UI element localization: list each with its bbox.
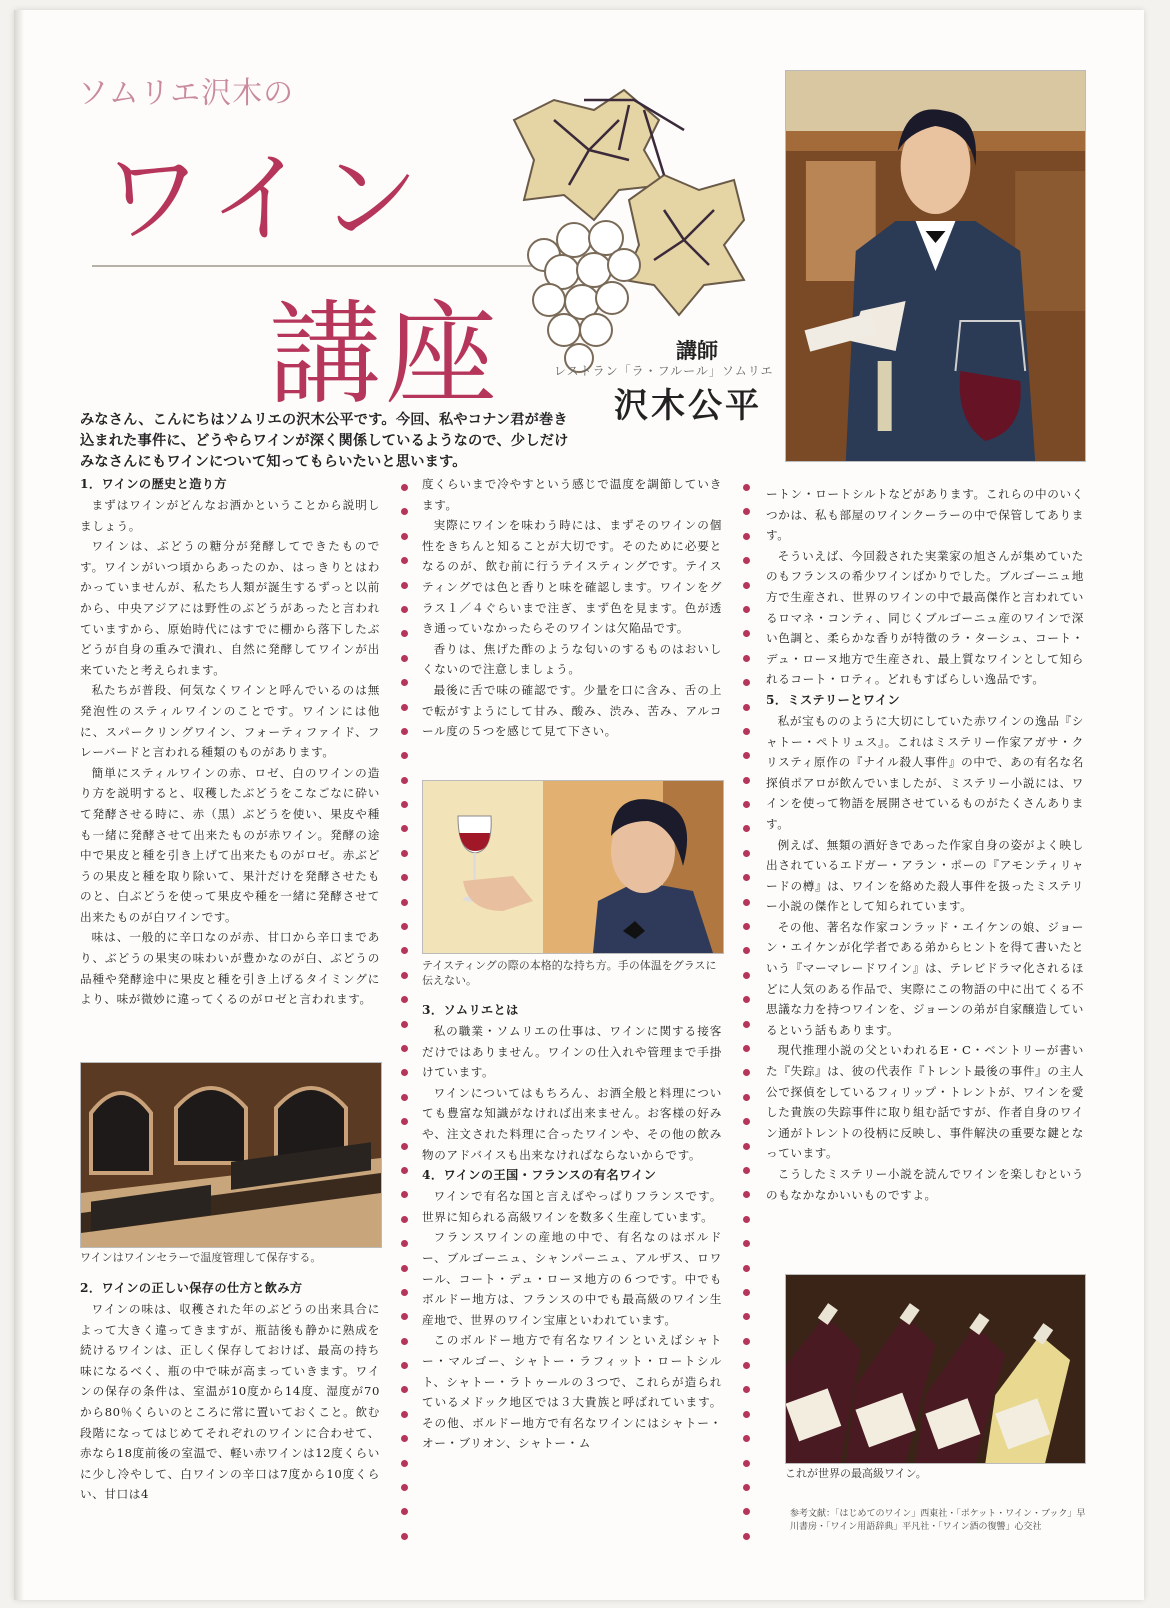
paragraph: ワインは、ぶどうの糖分が発酵してできたものです。ワインがいつ頃からあったのか、はっきりとはわかっていませんが、私たち人類が誕生するずっと以前から、中央アジアには野性のぶどうがあったと言われていますから、原始時代にはすでに棚から落下したぶどうが自身の重みで潰れ、自然に発酵してワインが出来ていたと考えられます。 [80, 539, 380, 677]
tasting-caption: テイスティングの際の本格的な持ち方。手の体温をグラスに伝えない。 [422, 959, 717, 987]
lecturer-name: 沢木公平 [614, 386, 762, 426]
paragraph: 実際にワインを味わう時には、まずそのワインの個性をきちんと知ることが大切です。そのために必要となるのが、飲む前に行うテイスティングです。テイスティングでは色と香りと味を確認します。ワインをグラス１／４ぐらいまで注ぎ、まず色を見ます。色が透き通っていなかったらそのワインは欠陥品です。 [422, 518, 722, 636]
paragraph: 香りは、焦げた酢のような匂いのするものはおいしくないので注意しましょう。 [422, 641, 722, 677]
lecturer-label: 講師 [676, 338, 718, 363]
paragraph: 味は、一般的に辛口なのが赤、甘口から辛口まであり、ぶどうの果実の味わいが豊かなのが白、ぶどうの品種や発酵途中に果皮と種を引き上げるタイミングにより、味が微妙に違ってくるのがロゼと言われます。 [80, 930, 380, 1007]
column-1-lower [80, 1278, 380, 1505]
column-1 [80, 474, 380, 1010]
paragraph: その他、著名な作家コンラッド・エイケンの娘、ジョーン・エイケンが化学者である弟からヒントを得て書いたという『マーマレードワイン』は、テレビドラマ化されるほどに人気のある作品で、実際にこの物語の中に出てくる不思議な力を持つワインを、ジョーンの弟が自家醸造しているという話もあります。 [766, 919, 1084, 1037]
main-title-lecture: 講座 [269, 290, 501, 420]
sommelier-pouring-image [785, 70, 1086, 462]
page-spine-shadow [14, 10, 24, 1600]
references: 参考文献：「はじめてのワイン」西東社・「ポケット・ワイン・ブック」早川書房・「ワイン用語辞典」平凡社・「ワイン酒の復讐」心交社 [790, 1509, 1086, 1532]
lecturer-affiliation: レストラン「ラ・フルール」ソムリエ [554, 364, 774, 378]
paragraph: フランスワインの産地の中で、有名なのはボルドー、ブルゴーニュ、シャンパーニュ、アルザス、ロワール、コート・デュ・ローヌ地方の６つです。中でもボルドー地方は、フランスの中でも最高級のワイン生産地で、世界のワイン宝庫といわれています。 [422, 1230, 722, 1327]
paragraph: ートン・ロートシルトなどがあります。これらの中のいくつかは、私も部屋のワインクーラーの中で保管してあります。 [766, 487, 1084, 543]
paragraph: 度くらいまで冷やすという感じで温度を調節していきます。 [422, 477, 722, 512]
intro-paragraph: みなさん、こんにちはソムリエの沢木公平です。今回、私やコナン君が巻き込まれた事件に、どうやらワインが深く関係しているようなので、少しだけみなさんにもワインについて知ってもらいたいと思います。 [80, 412, 569, 470]
paragraph: こうしたミステリー小説を読んでワインを楽しむというのもなかなかいいものですよ。 [766, 1167, 1084, 1202]
magazine-page [14, 10, 1144, 1600]
main-title-wine: ワイン [102, 140, 429, 257]
paragraph: このボルドー地方で有名なワインといえばシャトー・マルゴー、シャトー・ラフィット・ロートシルト、シャトー・ラトゥールの３つで、これらが造られているメドック地区では３大貴族と呼ばれています。その他、ボルドー地方で有名なワインにはシャトー・オー・ブリオン、シャトー・ム [422, 1333, 722, 1451]
paragraph: 簡単にスティルワインの赤、ロゼ、白のワインの造り方を説明すると、収穫したぶどうをこなごなに砕いて発酵させる時に、赤（黒）ぶどうを使い、果皮や種も一緒に発酵させて出来たものが赤ワイン。発酵の途中で果皮と種を引き上げて出来たものがロゼ。赤ぶどうの果皮と種を取り除いて、果汁だけを発酵させたものと、白ぶどうを使って果皮や種を一緒に発酵させて出来たものが白ワインです。 [80, 765, 380, 924]
column-2 [422, 474, 722, 742]
section-heading-history: 1．ワインの歴史と造り方 [80, 477, 227, 491]
column-2-lower [422, 1000, 722, 1454]
fine-wines-image [785, 1274, 1086, 1464]
column-3 [766, 484, 1084, 1205]
paragraph: そういえば、今回殺された実業家の旭さんが集めていたのもフランスの希少ワインばかりでした。ブルゴーニュ地方で生産され、世界のワインの中で最高傑作と言われているロマネ・コンティ、同じくブルゴーニュ産のワインで深い色調と、柔らかな香りが特徴のラ・ターシュ、コート・デュ・ローヌ地方で生産され、最上質なワインとして知られるコート・ロティ。どれもすばらしい逸品です。 [766, 548, 1084, 687]
column-divider-dots [400, 484, 408, 1557]
section-heading-sommelier: 3．ソムリエとは [422, 1003, 519, 1017]
paragraph: 例えば、無類の酒好きであった作家自身の姿がよく映し出されているエドガー・アラン・ポーの『アモンティリャードの樽』は、ワインを絡めた殺人事件を扱ったミステリー小説の傑作として知られています。 [766, 837, 1084, 914]
series-title: ソムリエ沢木の [78, 76, 295, 111]
paragraph: まずはワインがどんなお酒かということから説明しましょう。 [80, 498, 380, 533]
section-heading-storage: 2．ワインの正しい保存の仕方と飲み方 [80, 1281, 303, 1295]
wine-cellar-image [80, 1062, 382, 1248]
section-heading-mystery: 5．ミステリーとワイン [766, 692, 901, 707]
tasting-image [422, 780, 724, 954]
fine-wines-caption: これが世界の最高級ワイン。 [785, 1467, 927, 1480]
cellar-caption: ワインはワインセラーで温度管理して保存する。 [80, 1251, 322, 1264]
paragraph: 私の職業・ソムリエの仕事は、ワインに関する接客だけではありません。ワインの仕入れや管理まで手掛けています。 [422, 1024, 722, 1080]
paragraph: 私たちが普段、何気なくワインと呼んでいるのは無発泡性のスティルワインのことです。ワインには他に、スパークリングワイン、フォーティファイド、フレーバードと言われる種類のものがあります。 [80, 683, 380, 760]
paragraph: ワインについてはもちろん、お酒全般と料理についても豊富な知識がなければ出来ません。お客様の好みや、注文された料理に合ったワインや、その他の飲み物のアドバイスも出来なければならないからです。 [422, 1085, 722, 1162]
paragraph: 最後に舌で味の確認です。少量を口に含み、舌の上で転がすようにして甘み、酸み、渋み、苦み、アルコール度の５つを感じて見て下さい。 [422, 682, 722, 739]
section-heading-france: 4．ワインの王国・フランスの有名ワイン [422, 1168, 657, 1183]
paragraph: 私が宝もののように大切にしていた赤ワインの逸品『シャトー・ペトリュス』。これはミステリー作家アガサ・クリスティ原作の『ナイル殺人事件』の中で、あの有名な名探偵ポアロが飲んでいましたが、ミステリー小説には、ワインを使って物語を展開させているものがたくさんあります。 [766, 713, 1084, 831]
paragraph: ワインで有名な国と言えばやっぱりフランスです。世界に知られる高級ワインを数多く生産しています。 [422, 1189, 722, 1224]
paragraph: 現代推理小説の父といわれるE・C・ベントリーが書いた『失踪』は、彼の代表作『トレント最後の事件』の主人公で探偵をしているフィリップ・トレントが、ワインを愛した貴族の失踪事件に取り組む話ですが、作者自身のワイン通がトレントの役柄に反映し、事件解決の重要な鍵となっています。 [766, 1043, 1084, 1161]
column-divider-dots [742, 484, 750, 1557]
paragraph: ワインの味は、収穫された年のぶどうの出来具合によって大きく違ってきますが、瓶詰後も静かに熟成を続けるワインは、正しく保存しておけば、最高の持ち味になるべく、瓶の中で味が高まっていきます。ワインの保存の条件は、室温が10度から14度、湿度が70から80％くらいのところに常に置いておくこと。飲む段階になってはじめてそれぞれのワインに合わせて、赤なら18度前後の室温で、軽い赤ワインは12度くらいに少し冷やして、白ワインの辛口は7度から10度くらい、甘口は4 [80, 1302, 380, 1502]
